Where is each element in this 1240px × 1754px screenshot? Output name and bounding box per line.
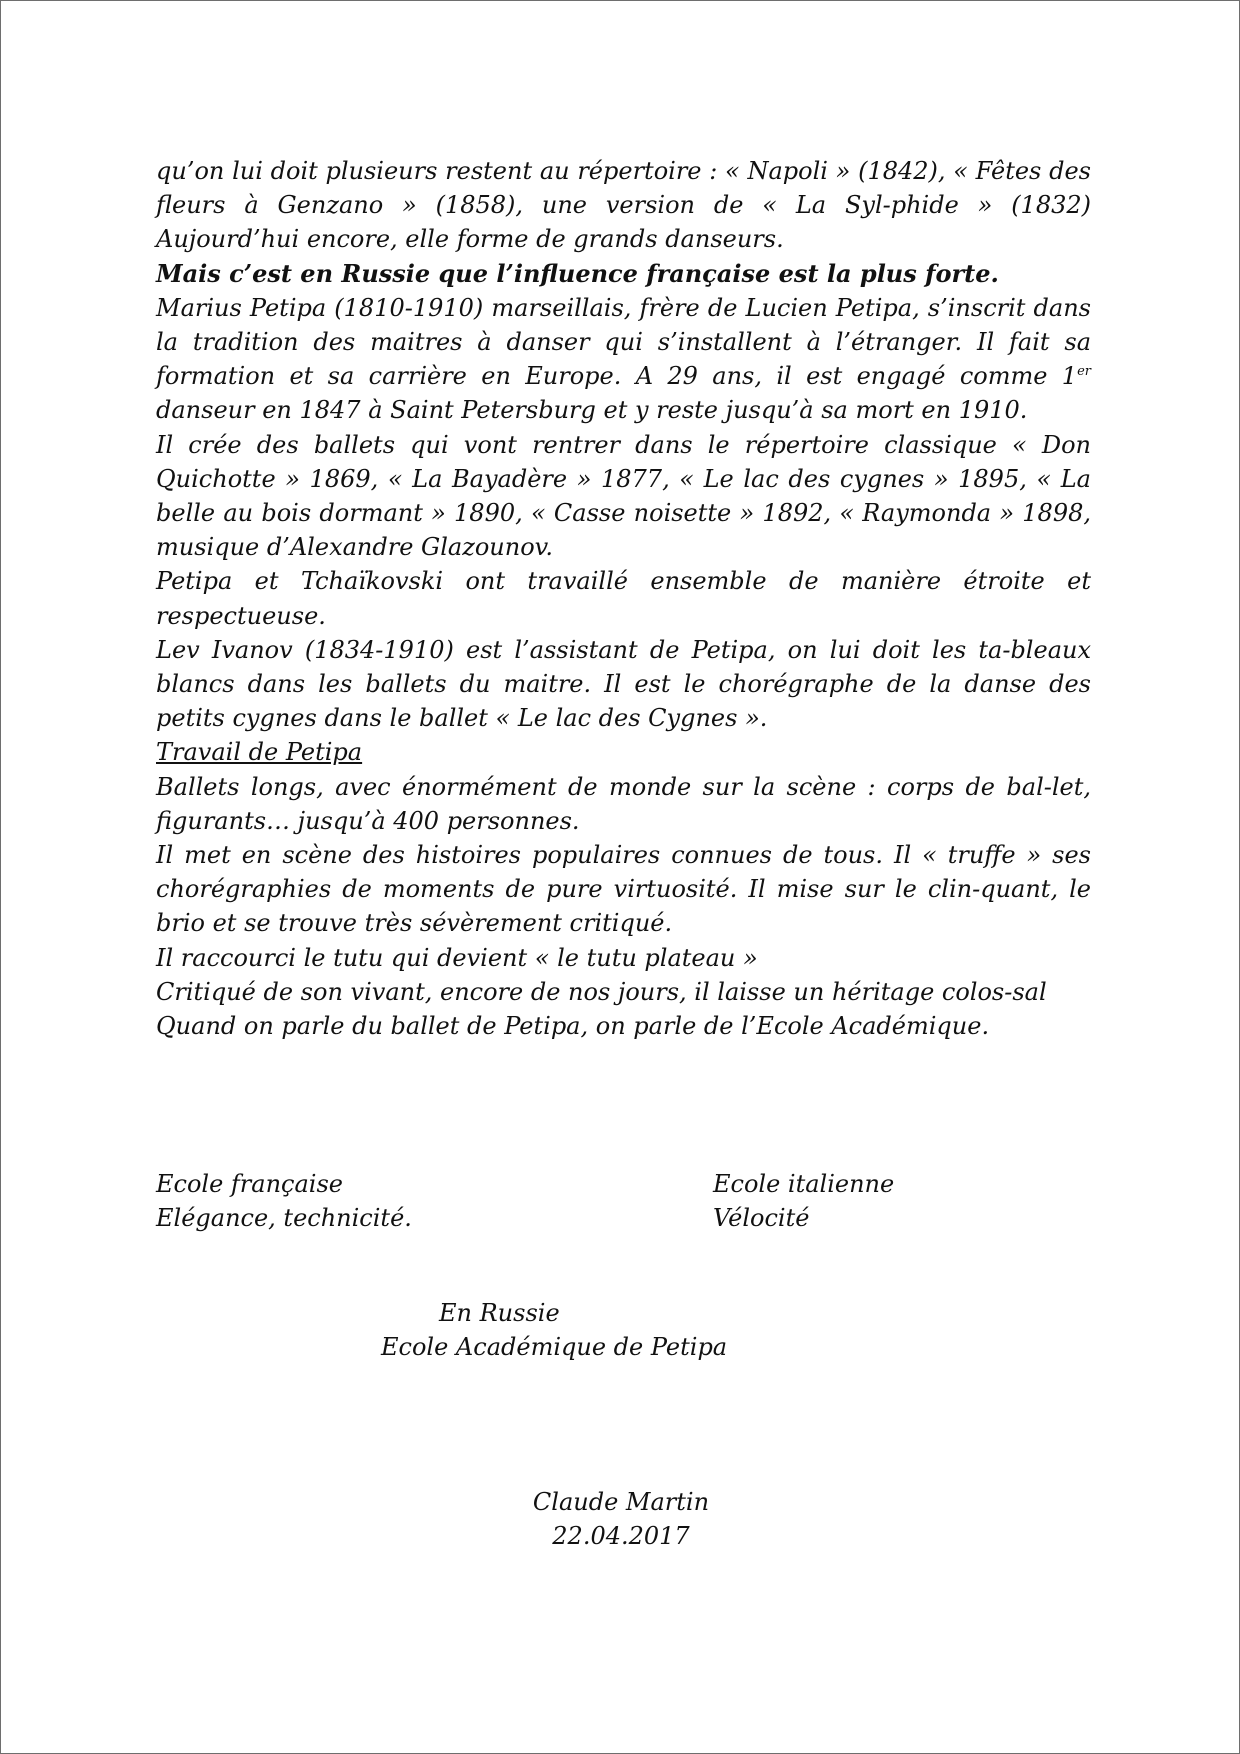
french-school-quality: Elégance, technicité. bbox=[156, 1204, 412, 1232]
russia-school-name-text: Ecole Académique de Petipa bbox=[381, 1333, 728, 1361]
paragraph-lev-ivanov: Lev Ivanov (1834-1910) est l’assistant de Petipa, on lui doit les ta-bleaux blancs dans les ballets du maitre. Il est le chorégraphe de la danse des petits cygnes dans le ballet « Le lac des Cygnes ». bbox=[156, 635, 1091, 733]
marius-petipa-text-part2: danseur en 1847 à Saint Petersburg et y reste jusqu’à sa mort en 1910. bbox=[156, 396, 1028, 425]
author-name: Claude Martin bbox=[532, 1488, 710, 1516]
russia-school-title-text: En Russie bbox=[439, 1299, 560, 1327]
italian-school-name: Ecole italienne bbox=[713, 1170, 895, 1198]
italian-school-quality: Vélocité bbox=[713, 1204, 810, 1232]
paragraph-ballets-longs: Ballets longs, avec énormément de monde sur la scène : corps de bal-let, figurants… jusqu’à 400 personnes. bbox=[156, 772, 1091, 835]
section-heading-travail-de-petipa: Travail de Petipa bbox=[156, 738, 363, 767]
signature-date: 22.04.2017 bbox=[552, 1522, 690, 1550]
article-body bbox=[156, 154, 1091, 1043]
russia-school-name bbox=[381, 1330, 727, 1364]
russia-school-title bbox=[439, 1296, 560, 1330]
paragraph-histoires-populaires: Il met en scène des histoires populaires connues de tous. Il « truffe » ses chorégraphies de moments de pure virtuosité. Il mise sur le clin-quant, le brio et se trouve très sévèrement critiqué. bbox=[156, 841, 1091, 938]
french-school-name: Ecole française bbox=[156, 1170, 343, 1198]
french-school-block bbox=[156, 1167, 412, 1235]
paragraph-danish-repertoire: qu’on lui doit plusieurs restent au répertoire : « Napoli » (1842), « Fêtes des fleurs à Genzano » (1858), une version de « La Syl-phide » (1832) Aujourd’hui encore, elle forme de grands danseurs. bbox=[156, 157, 1091, 254]
signature-block bbox=[481, 1485, 761, 1553]
paragraph-marius-petipa bbox=[156, 291, 1091, 428]
marius-petipa-text-part1: Marius Petipa (1810-1910) marseillais, frère de Lucien Petipa, s’inscrit dans la tradition des maitres à danser qui s’installent à l’étranger. Il fait sa formation et sa carrière en Europe. A 29 ans, il est engagé comme 1 bbox=[156, 293, 1091, 391]
ordinal-superscript: er bbox=[1077, 364, 1091, 380]
paragraph-ballets-list: Il crée des ballets qui vont rentrer dans le répertoire classique « Don Quichotte » 1869, « La Bayadère » 1877, « Le lac des cygnes » 1895, « La belle au bois dormant » 1890, « Casse noisette » 1892, « Raymonda » 1898, musique d’Alexandre Glazounov. bbox=[156, 430, 1091, 562]
italian-school-block bbox=[713, 1167, 894, 1235]
paragraph-heritage: Critiqué de son vivant, encore de nos jours, il laisse un héritage colos-sal bbox=[156, 977, 1047, 1006]
paragraph-tchaikovski: Petipa et Tchaïkovski ont travaillé ensemble de manière étroite et respectueuse. bbox=[156, 567, 1091, 630]
paragraph-tutu-plateau: Il raccourci le tutu qui devient « le tutu plateau » bbox=[156, 943, 758, 972]
paragraph-russia-influence-heading: Mais c’est en Russie que l’influence française est la plus forte. bbox=[156, 258, 999, 288]
paragraph-ecole-academique: Quand on parle du ballet de Petipa, on parle de l’Ecole Académique. bbox=[156, 1012, 990, 1041]
